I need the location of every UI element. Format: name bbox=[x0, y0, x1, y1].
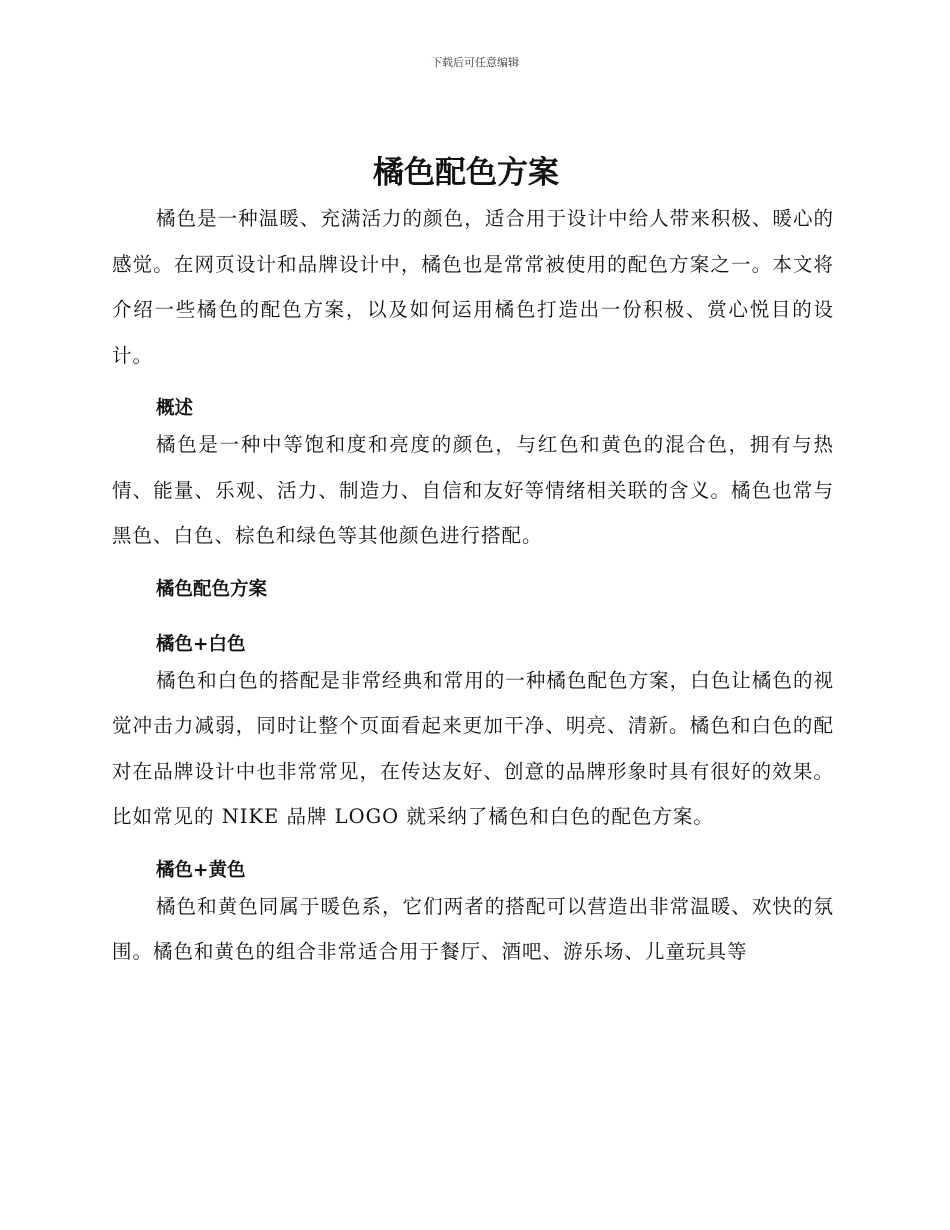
section-heading-schemes: 橘色配色方案 bbox=[156, 578, 268, 600]
section-heading-orange-yellow: 橘色+黄色 bbox=[156, 859, 246, 881]
orange-yellow-paragraph: 橘色和黄色同属于暖色系，它们两者的搭配可以营造出非常温暖、欢快的氛围。橘色和黄色的组合非常适合用于餐厅、酒吧、游乐场、儿童玩具等 bbox=[112, 894, 834, 963]
section-heading-overview: 概述 bbox=[156, 398, 194, 419]
document-title: 橘色配色方案 bbox=[373, 155, 559, 191]
intro-paragraph: 橘色是一种温暖、充满活力的颜色，适合用于设计中给人带来积极、暖心的感觉。在网页设计和品牌设计中，橘色也是常常被使用的配色方案之一。本文将介绍一些橘色的配色方案，以及如何运用橘色打造出一份积极、赏心悦目的设计。 bbox=[112, 207, 834, 367]
document-content bbox=[112, 150, 834, 975]
header-note: 下载后可任意编辑 bbox=[431, 56, 519, 69]
overview-paragraph: 橘色是一种中等饱和度和亮度的颜色，与红色和黄色的混合色，拥有与热情、能量、乐观、活力、制造力、自信和友好等情绪相关联的含义。橘色也常与黑色、白色、棕色和绿色等其他颜色进行搭配。 bbox=[112, 433, 834, 547]
orange-white-paragraph: 橘色和白色的搭配是非常经典和常用的一种橘色配色方案，白色让橘色的视觉冲击力减弱，同时让整个页面看起来更加干净、明亮、清新。橘色和白色的配对在品牌设计中也非常常见，在传达友好、创意的品牌形象时具有很好的效果。比如常见的 NIKE 品牌 LOGO 就采纳了橘色和白色的配色方案。 bbox=[112, 668, 834, 828]
section-heading-orange-white: 橘色+白色 bbox=[156, 633, 246, 655]
